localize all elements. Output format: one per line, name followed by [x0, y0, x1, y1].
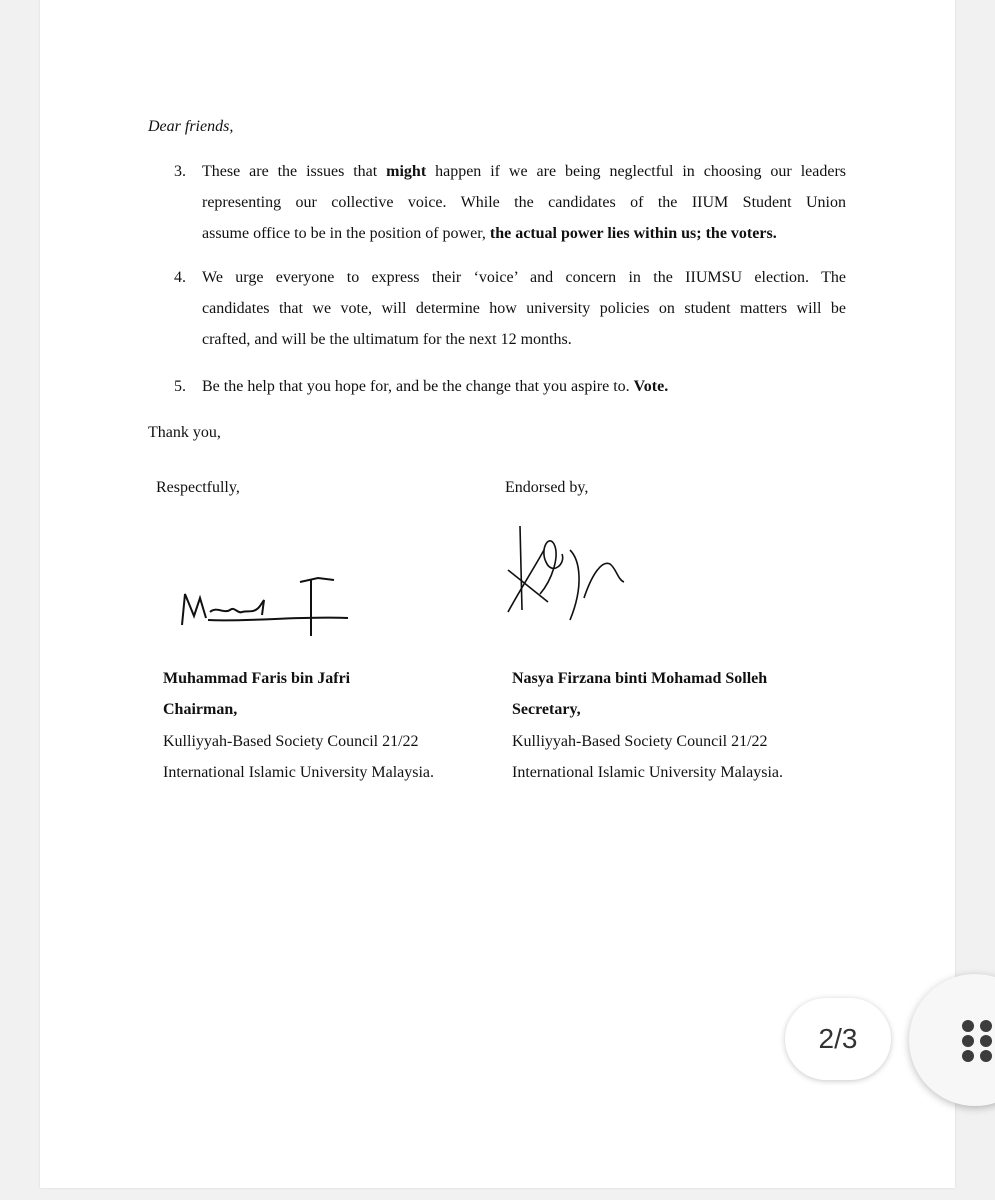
item-3-number: 3.	[174, 163, 186, 180]
right-signature	[500, 520, 650, 635]
left-signatory-name: Muhammad Faris bin Jafri	[163, 670, 351, 687]
item-5-text: Be the help that you hope for, and be the change that you aspire to. Vote.	[202, 378, 669, 395]
item-3-text: These are the issues that might happen if we are being neglectful in choosing our leaders representing our collective voice. While the candidates of the IIUM Student Union assume office to be in the position of power, the actual power lies within us; the voters.	[202, 163, 847, 242]
item-4-text: We urge everyone to express their ‘voice’ and concern in the IIUMSU election. The candidates that we vote, will determine how university policies on student matters will be crafted, and will be the ultimatum for the next 12 months.	[202, 269, 846, 348]
endorsed-by-label: Endorsed by,	[505, 479, 589, 496]
salutation: Dear friends,	[148, 118, 234, 135]
right-signatory-name: Nasya Firzana binti Mohamad Solleh	[512, 670, 768, 687]
page-indicator: 2/3	[785, 998, 891, 1080]
item-5-number: 5.	[174, 378, 186, 395]
left-signatory-title: Chairman,	[163, 701, 238, 718]
closing: Thank you,	[148, 424, 221, 441]
left-signatory-university: International Islamic University Malaysia.	[163, 764, 435, 781]
left-signature	[178, 570, 353, 640]
right-signatory-org: Kulliyyah-Based Society Council 21/22	[512, 733, 768, 750]
respectfully-label: Respectfully,	[156, 479, 240, 496]
right-signatory-university: International Islamic University Malaysia.	[512, 764, 784, 781]
left-signatory-org: Kulliyyah-Based Society Council 21/22	[163, 733, 419, 750]
item-4-number: 4.	[174, 269, 186, 286]
right-signatory-title: Secretary,	[512, 701, 581, 718]
